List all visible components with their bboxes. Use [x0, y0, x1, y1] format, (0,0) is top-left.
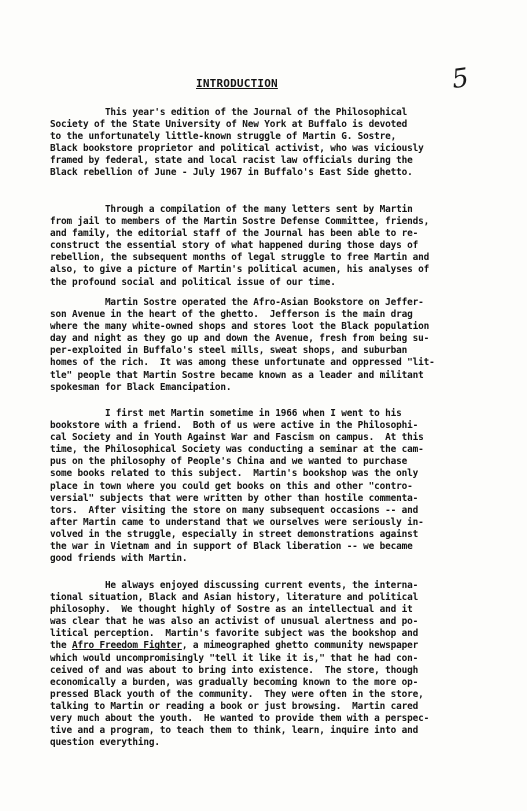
newspaper-title: Afro Freedom Fighter: [71, 640, 182, 652]
text-line: after Martin came to understand that we ourselves were seriously in-: [50, 516, 424, 528]
text-line: This year's edition of the Journal of the Philosophical: [50, 107, 408, 118]
text-line: talking to Martin or reading a book or just browsing. Martin cared: [50, 700, 419, 712]
text-line: question everything.: [50, 737, 160, 749]
text-line: per-exploited in Buffalo's steel mills, sweat shops, and suburban: [50, 345, 408, 357]
text-line: philosophy. We thought highly of Sostre as an intellectual and it: [50, 604, 413, 616]
text-line: He always enjoyed discussing current events, the interna-: [50, 580, 419, 591]
text-line: cal Society and in Youth Against War and Fascism on campus. At this: [50, 432, 424, 444]
paragraph-2: [50, 204, 500, 289]
text-line: where the many white-owned shops and stores loot the Black population: [50, 321, 430, 333]
text-line: tors. After visiting the store on many subsequent occasions -- and: [50, 504, 419, 516]
text-line: son Avenue in the heart of the ghetto. Jefferson is the main drag: [50, 309, 413, 321]
text-line: was clear that he was also an activist of unusual alertness and po-: [50, 616, 419, 628]
text-line: rebellion, the subsequent months of legal struggle to free Martin and: [50, 252, 430, 264]
text-line: to the unfortunately little-known struggle of Martin G. Sostre,: [50, 131, 397, 143]
paragraph-3: [50, 297, 500, 394]
text-line: some books related to this subject. Martin's bookshop was the only: [50, 468, 419, 480]
text-line: very much about the youth. He wanted to provide them with a perspec-: [50, 713, 430, 725]
text-line: Black bookstore proprietor and political activist, who was viciously: [50, 143, 424, 155]
text-line: Society of the State University of New York at Buffalo is devoted: [50, 119, 408, 131]
text-line: ceived of and was about to bring into existence. The store, though: [50, 664, 419, 676]
text-line: economically a burden, was gradually becoming known to the more op-: [50, 676, 419, 688]
text-line: homes of the rich. It was among these unfortunate and oppressed "lit-: [50, 357, 435, 369]
text-line: volved in the struggle, especially in street demonstrations against: [50, 528, 419, 540]
text-line: place in town where you could get books on this and other "contro-: [50, 480, 413, 492]
text-line: and family, the editorial staff of the Journal has been able to re-: [50, 228, 419, 240]
text-line: Through a compilation of the many letters sent by Martin: [50, 204, 413, 215]
text-line: spokesman for Black Emancipation.: [50, 381, 232, 393]
text-line: time, the Philosophical Society was conducting a seminar at the cam-: [50, 444, 424, 456]
paragraph-1: [50, 107, 500, 180]
paragraph-5: [50, 580, 500, 749]
text-line: from jail to members of the Martin Sostre Defense Committee, friends,: [50, 216, 430, 228]
text-line: litical perception. Martin's favorite subject was the bookshop and: [50, 628, 419, 640]
text-line: pus on the philosophy of People's China and we wanted to purchase: [50, 456, 408, 468]
text-line: the war in Vietnam and in support of Black liberation -- we became: [50, 541, 413, 553]
text-line: tle" people that Martin Sostre became known as a leader and militant: [50, 369, 424, 381]
text-line: which would uncompromisingly "tell it like it is," that he had con-: [50, 652, 419, 664]
handwritten-page-number: 5: [449, 62, 471, 96]
text-line: versial" subjects that were written by other than hostile commenta-: [50, 492, 419, 504]
text-line: Black rebellion of June - July 1967 in Buffalo's East Side ghetto.: [50, 167, 413, 179]
text-line: pressed Black youth of the community. They were often in the store,: [50, 688, 424, 700]
text-line: tional situation, Black and Asian history, literature and political: [50, 592, 419, 604]
text-line: the profound social and political issue of our time.: [50, 276, 336, 288]
text-line: good friends with Martin.: [50, 553, 188, 565]
page-title: INTRODUCTION: [196, 77, 278, 90]
text-line: bookstore with a friend. Both of us were active in the Philosophi-: [50, 420, 419, 432]
text-line: tive and a program, to teach them to think, learn, inquire into and: [50, 725, 419, 737]
text-line: construct the essential story of what happened during those days of: [50, 240, 419, 252]
text-line: framed by federal, state and local racist law officials during the: [50, 155, 413, 167]
text-line: Martin Sostre operated the Afro-Asian Bookstore on Jeffer-: [50, 297, 424, 308]
paragraph-4: [50, 408, 500, 565]
text-line: day and night as they go up and down the Avenue, fresh from being su-: [50, 333, 430, 345]
text-line: also, to give a picture of Martin's political acumen, his analyses of: [50, 264, 430, 276]
text-line: I first met Martin sometime in 1966 when I went to his: [50, 408, 402, 419]
text-line-with-newspaper-title: the Afro Freedom Fighter, a mimeographed ghetto community newspaper: [50, 640, 419, 652]
